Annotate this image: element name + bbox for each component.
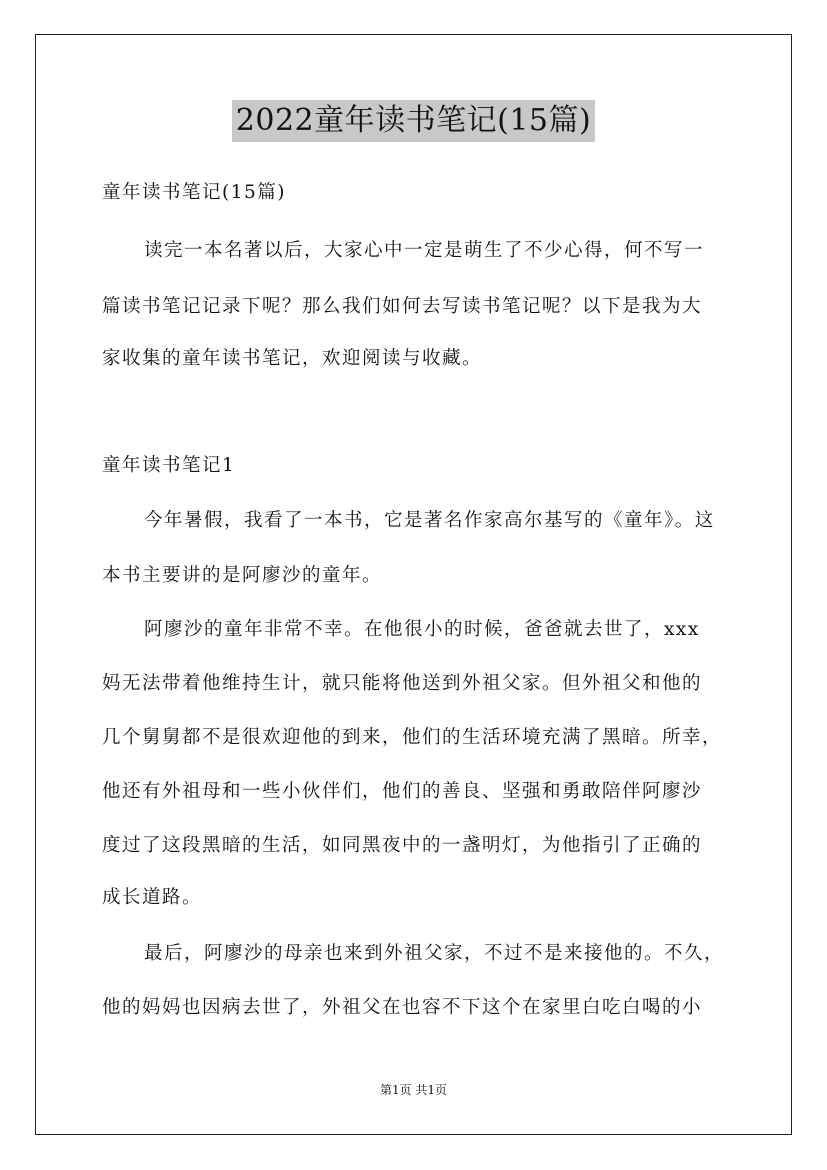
paragraph-line: 度过了这段黑暗的生活，如同黑夜中的一盏明灯，为他指引了正确的: [102, 835, 703, 856]
paragraph-line: 本书主要讲的是阿廖沙的童年。: [102, 565, 383, 586]
paragraph-line: 阿廖沙的童年非常不幸。在他很小的时候，爸爸就去世了，xxx: [144, 619, 700, 640]
paragraph-line: 几个舅舅都不是很欢迎他的到来，他们的生活环境充满了黑暗。所幸，: [102, 727, 723, 748]
paragraph-line: 他还有外祖母和一些小伙伴们，他们的善良、坚强和勇敢陪伴阿廖沙: [102, 781, 703, 802]
paragraph-line: 读完一本名著以后，大家心中一定是萌生了不少心得，何不写一: [144, 240, 705, 261]
paragraph-line: 成长道路。: [102, 887, 203, 908]
paragraph-line: 最后，阿廖沙的母亲也来到外祖父家，不过不是来接他的。不久，: [144, 943, 725, 964]
subtitle: 童年读书笔记(15篇): [102, 182, 286, 203]
paragraph-line: 家收集的童年读书笔记，欢迎阅读与收藏。: [102, 348, 483, 369]
paragraph-line: 篇读书笔记记录下呢？那么我们如何去写读书笔记呢？以下是我为大: [102, 296, 703, 317]
paragraph-line: 今年暑假，我看了一本书，它是著名作家高尔基写的《童年》。这: [144, 510, 715, 531]
page-footer: 第1页 共1页: [379, 1083, 448, 1097]
document-title-wrapper: [0, 100, 827, 142]
document-title: 2022童年读书笔记(15篇): [232, 100, 595, 142]
paragraph-line: 他的妈妈也因病去世了，外祖父在也容不下这个在家里白吃白喝的小: [102, 997, 703, 1018]
section-heading: 童年读书笔记1: [102, 455, 236, 476]
paragraph-line: 妈无法带着他维持生计，就只能将他送到外祖父家。但外祖父和他的: [102, 673, 703, 694]
